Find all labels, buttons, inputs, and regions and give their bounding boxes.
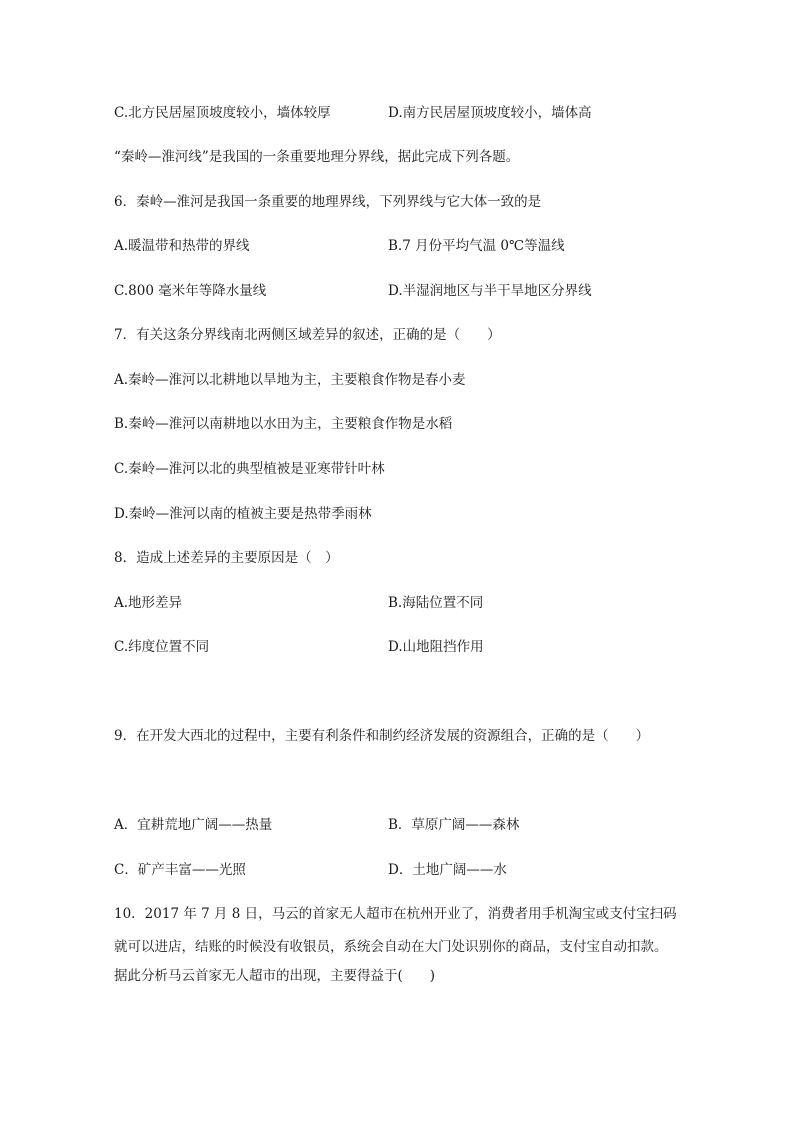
- q7-stem: 7．有关这条分界线南北两侧区域差异的叙述，正确的是（ ）: [114, 327, 501, 343]
- q7-option-c: C.秦岭—淮河以北的典型植被是亚寒带针叶林: [114, 461, 385, 477]
- q10-stem-line-3: 据此分析马云首家无人超市的出现，主要得益于( ): [114, 968, 436, 984]
- q6-stem: 6．秦岭—淮河是我国一条重要的地理界线，下列界线与它大体一致的是: [114, 194, 542, 210]
- q6-option-c: C.800 毫米年等降水量线: [114, 283, 267, 299]
- q9-stem: 9．在开发大西北的过程中，主要有利条件和制约经济发展的资源组合，正确的是（ ）: [114, 728, 650, 744]
- q9-option-c: C．矿产丰富——光照: [114, 862, 246, 878]
- q8-option-a: A.地形差异: [114, 595, 183, 611]
- q8-option-d: D.山地阻挡作用: [388, 639, 484, 655]
- q9-option-b: B．草原广阔——森林: [388, 817, 520, 833]
- q9-option-d: D．土地广阔——水: [388, 862, 507, 878]
- q6-option-b: B.7 月份平均气温 0℃等温线: [388, 238, 565, 254]
- q6-option-d: D.半湿润地区与半干旱地区分界线: [388, 283, 592, 299]
- q9-option-a: A．宜耕荒地广阔——热量: [114, 817, 273, 833]
- section-intro: “秦岭—淮河线”是我国的一条重要地理分界线，据此完成下列各题。: [114, 149, 520, 165]
- q5-option-c: C.北方民居屋顶坡度较小，墙体较厚: [114, 105, 331, 121]
- q8-option-c: C.纬度位置不同: [114, 639, 210, 655]
- q8-option-b: B.海陆位置不同: [388, 595, 484, 611]
- q5-option-d: D.南方民居屋顶坡度较小，墙体高: [388, 105, 592, 121]
- q7-option-d: D.秦岭—淮河以南的植被主要是热带季雨林: [114, 506, 372, 522]
- q8-stem: 8．造成上述差异的主要原因是（ ）: [114, 550, 339, 566]
- q6-option-a: A.暖温带和热带的界线: [114, 238, 250, 254]
- q10-stem-line-2: 就可以进店，结账的时候没有收银员，系统会自动在大门处识别你的商品，支付宝自动扣款。: [114, 939, 668, 955]
- q7-option-a: A.秦岭—淮河以北耕地以旱地为主，主要粮食作物是春小麦: [114, 372, 466, 388]
- q10-stem-line-1: 10．2017 年 7 月 8 日，马云的首家无人超市在杭州开业了，消费者用手机淘宝或支付宝扫码: [114, 906, 677, 922]
- q7-option-b: B.秦岭—淮河以南耕地以水田为主，主要粮食作物是水稻: [114, 416, 453, 432]
